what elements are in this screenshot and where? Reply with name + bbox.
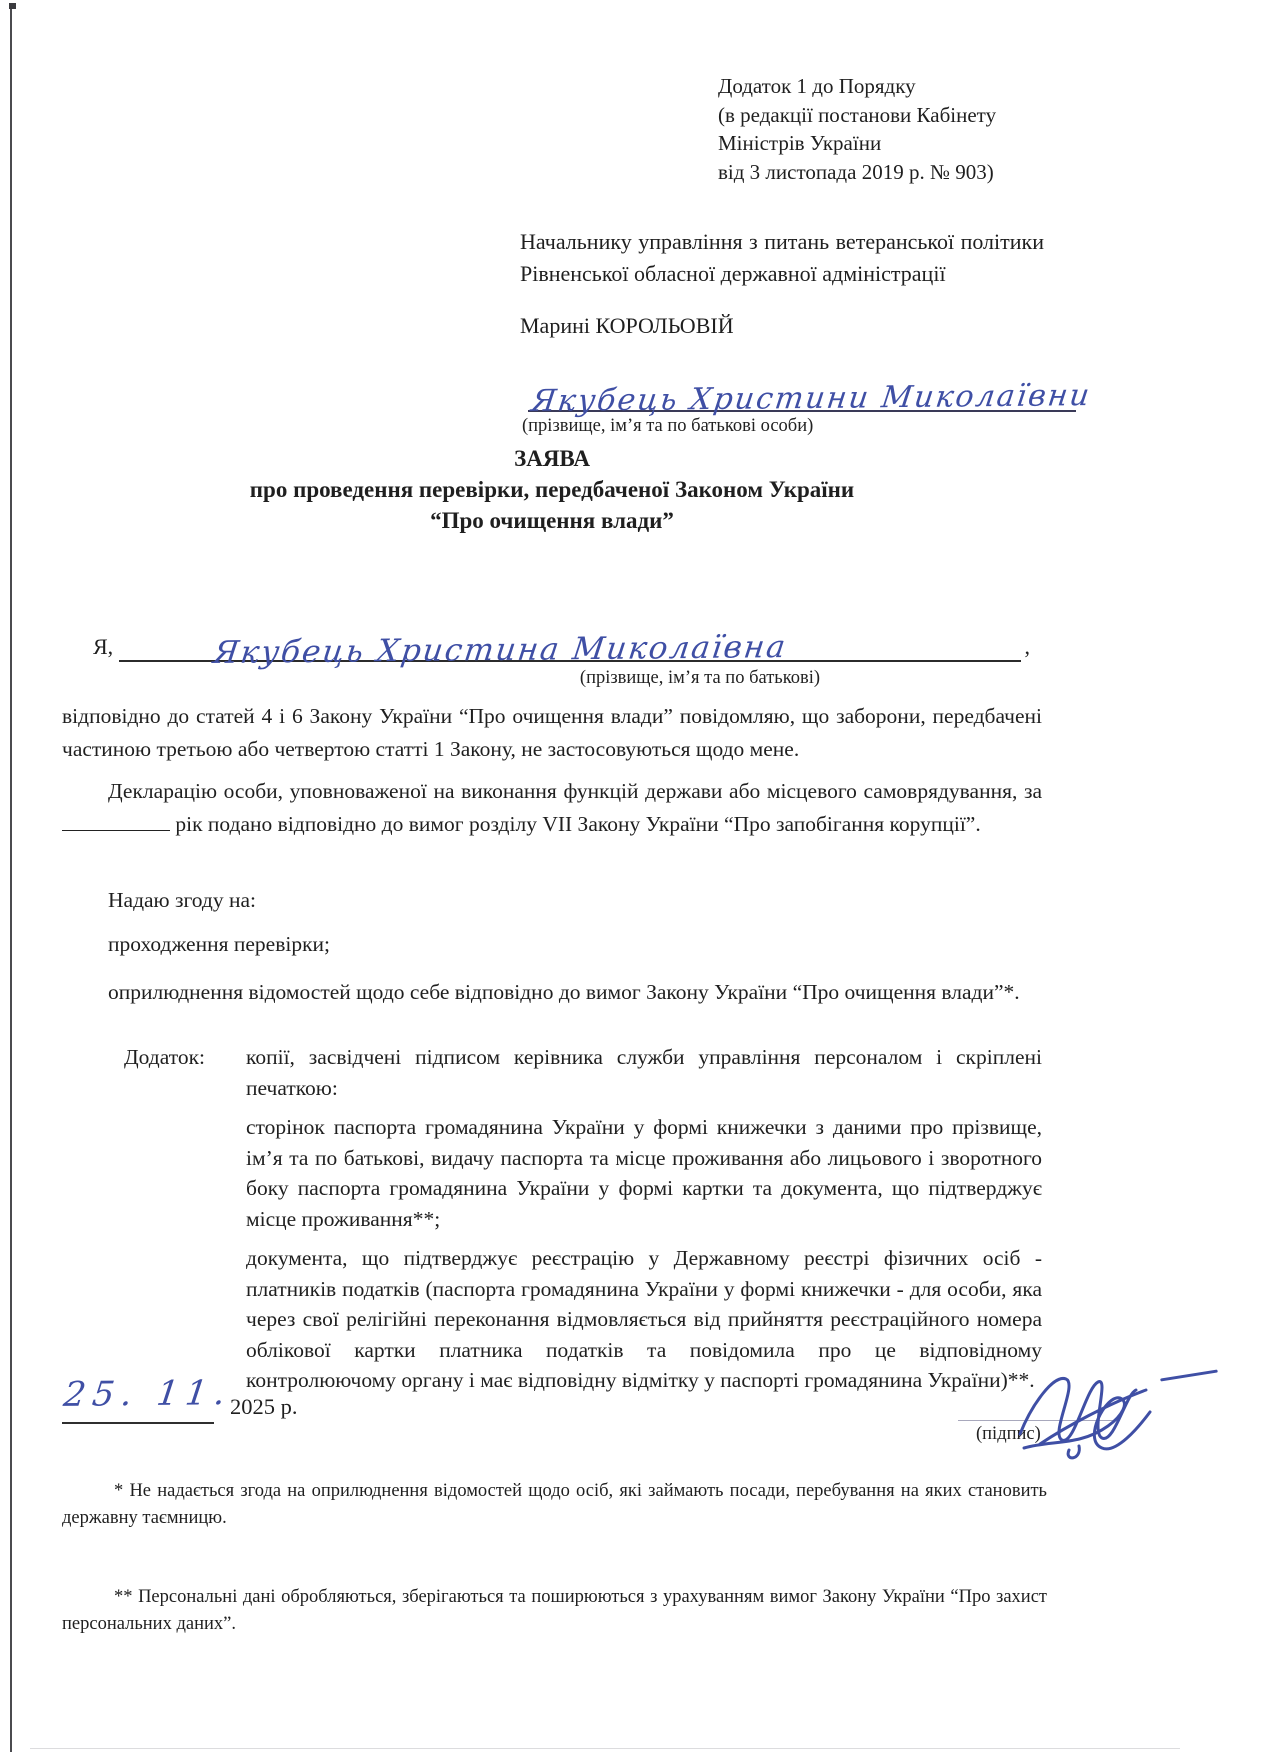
declarant-name-row [93, 610, 1030, 671]
trailing-comma: , [1024, 634, 1030, 659]
applicant-name-field-header [528, 352, 1094, 419]
footnote-personal-data: ** Персональні дані обробляються, зберігаються та поширюються з урахуванням вимог Закону України “Про захист персональних даних”. [62, 1587, 1047, 1634]
footnote-state-secret: * Не надається згода на оприлюднення відомостей щодо осіб, які займають посади, перебування на яких становить державну таємницю. [62, 1481, 1047, 1528]
attachment-item-passport: сторінок паспорта громадянина України у формі книжечки з даними про прізвище, ім’я та по батькові, видачу паспорта та місце проживання або лицьового і зворотного боку паспорта громадянина України у формі картки та документа, що підтверджує місце проживання**; [246, 1115, 1042, 1231]
date-field [61, 1373, 235, 1424]
paragraph-declaration [62, 775, 1042, 841]
year-label: 2025 р. [230, 1394, 298, 1419]
date-block [61, 1373, 382, 1426]
signature-scribble [1012, 1354, 1162, 1464]
legal-reference-line: (в редакції постанови Кабінету [718, 102, 997, 127]
consent-intro: Надаю згоду на: [108, 888, 256, 912]
scan-edge-bottom-artifact [30, 1748, 1180, 1749]
handwritten-applicant-name-header: Якубець Христини Миколаївни [529, 378, 1094, 419]
title-line-zayava: ЗАЯВА [514, 446, 590, 471]
title-line-law: “Про очищення влади” [430, 508, 674, 533]
document-title [62, 443, 1042, 536]
attachment-intro: копії, засвідчені підписом керівника служби управління персоналом і скріплені печаткою: [246, 1045, 1042, 1100]
year-blank-field [62, 814, 170, 831]
name-field-caption-body: (прізвище, ім’я та по батькові) [579, 668, 821, 688]
handwritten-date: 25. 11. [61, 1373, 235, 1415]
handwritten-applicant-name-body: Якубець Христина Миколаївна [211, 629, 790, 671]
addressee-position: Начальнику управління з питань ветеранської політики Рівненської обласної державної адміністрації [520, 229, 1044, 286]
pronoun-label: Я, [93, 634, 114, 659]
paragraph-declaration-before: Декларацію особи, уповноваженої на виконання функцій держави або місцевого самоврядування, за [108, 779, 1042, 803]
name-field-caption-header: (прізвище, ім’я та по батькові особи) [522, 416, 814, 436]
scan-corner-artifact [9, 3, 16, 9]
attachment-item-tax: документа, що підтверджує реєстрацію у Державному реєстрі фізичних осіб - платників податків (паспорта громадянина України у формі книжечки - для особи, яка через свої релігійні переконання відмовляється від прийняття реєстраційного номера облікової картки платника податків та повідомила про це відповідному контролюючому органу і має відповідну відмітку у паспорті громадянина України)**. [246, 1246, 1042, 1392]
title-line-subject: про проведення перевірки, передбаченої Законом України [249, 477, 855, 502]
signature-pen-dash [1160, 1369, 1218, 1381]
legal-reference-line: Міністрів України [718, 131, 882, 155]
consent-item-publish: оприлюднення відомостей щодо себе відповідно до вимог Закону України “Про очищення влади”*. [108, 980, 1020, 1004]
paragraph-no-bans: відповідно до статей 4 і 6 Закону України “Про очищення влади” повідомляю, що заборони, передбачені частиною третьою або четвертою статті 1 Закону, не застосовуються щодо мене. [62, 704, 1042, 761]
legal-reference-line: від 3 листопада 2019 р. № 903) [718, 159, 994, 184]
legal-reference-line: Додаток 1 до Порядку [718, 74, 916, 98]
attachment-section [124, 1042, 1042, 1396]
addressee-block [520, 226, 1044, 342]
paragraph-declaration-after: рік подано відповідно до вимог розділу VII Закону України “Про запобігання корупції”. [175, 812, 981, 836]
signature-caption: (підпис) [976, 1424, 1041, 1444]
signature-block [950, 1356, 1230, 1452]
addressee-name: Марині КОРОЛЬОВІЙ [520, 313, 734, 338]
legal-reference-block [718, 72, 1048, 186]
declarant-name-field [119, 608, 1020, 671]
scan-edge-left-artifact [10, 3, 12, 1752]
attachment-label: Додаток: [124, 1045, 206, 1069]
consent-item-check: проходження перевірки; [108, 932, 331, 956]
